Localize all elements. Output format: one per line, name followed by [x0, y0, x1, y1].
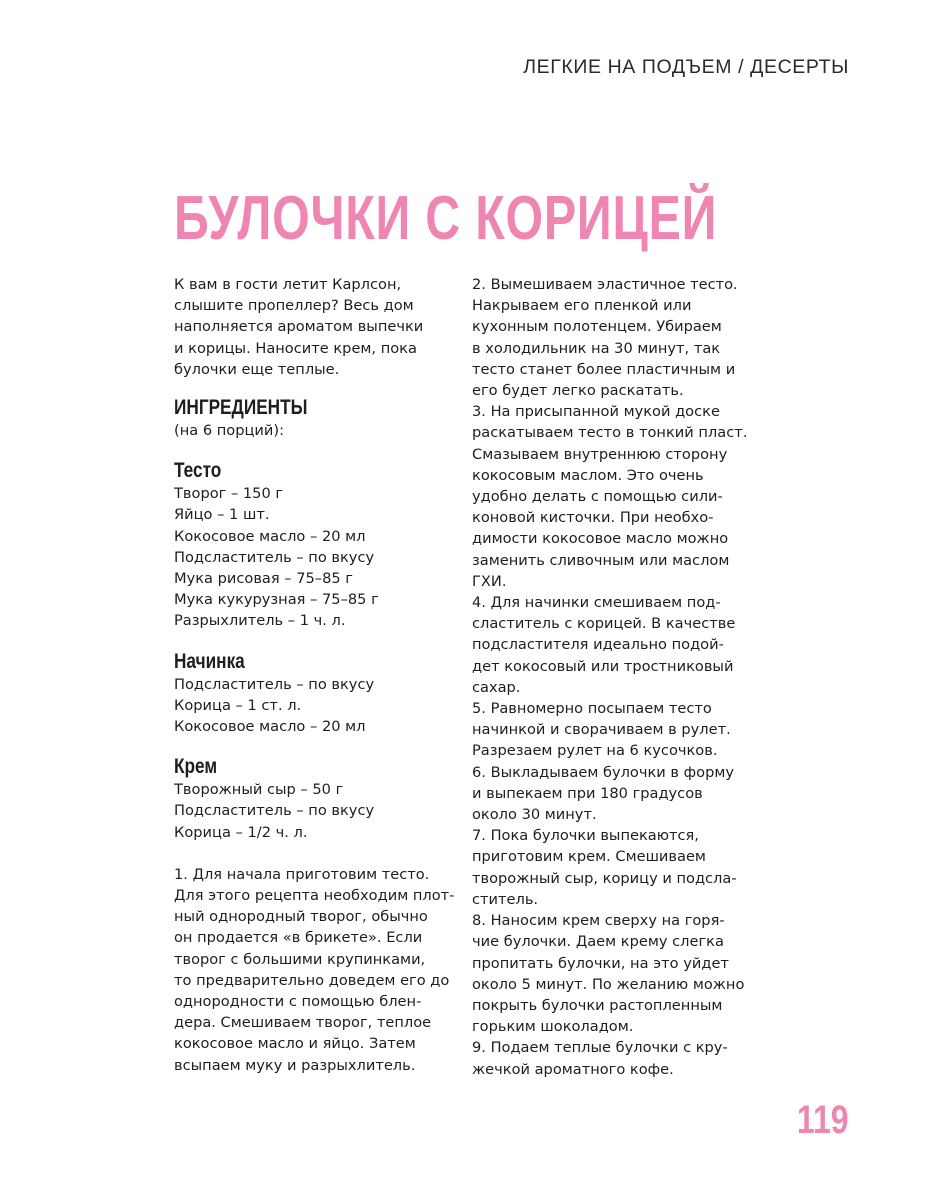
step-line: коновой кисточки. При необхо-	[472, 509, 714, 527]
ingredient-item: Мука рисовая – 75–85 г	[174, 570, 353, 588]
step-line: ститель.	[472, 890, 539, 908]
step-line: ГХИ.	[472, 572, 507, 590]
intro-paragraph	[174, 274, 464, 380]
step-line: дера. Смешиваем творог, теплое	[174, 1014, 432, 1032]
step-line: сластитель с корицей. В качестве	[472, 615, 736, 633]
step-line: жечкой ароматного кофе.	[472, 1060, 674, 1078]
step-line: 8. Наносим крем сверху на горя-	[472, 912, 725, 930]
step-line: кухонным полотенцем. Убираем	[472, 318, 722, 336]
steps-left	[174, 864, 464, 1076]
page-number: 119	[797, 1098, 849, 1142]
step-line: подсластителя идеально подой-	[472, 636, 724, 654]
ingredient-item: Корица – 1/2 ч. л.	[174, 823, 308, 841]
step-line: 1. Для начала приготовим тесто.	[174, 865, 430, 883]
ingredient-item: Кокосовое масло – 20 мл	[174, 527, 366, 545]
step-line: Смазываем внутреннюю сторону	[472, 445, 728, 463]
step-line: димости кокосовое масло можно	[472, 530, 729, 548]
step-line: раскатываем тесто в тонкий пласт.	[472, 424, 748, 442]
step-line: кокосовое масло и яйцо. Затем	[174, 1035, 416, 1053]
step-line: 7. Пока булочки выпекаются,	[472, 827, 699, 845]
step-line: его будет легко раскатать.	[472, 382, 684, 400]
step-line: Разрезаем рулет на 6 кусочков.	[472, 742, 718, 760]
step-line: всыпаем муку и разрыхлитель.	[174, 1056, 416, 1074]
step-line: Для этого рецепта необходим плот-	[174, 887, 455, 905]
step-line: покрыть булочки растопленным	[472, 996, 723, 1014]
step-line: удобно делать с помощью сили-	[472, 488, 723, 506]
step-line: 3. На присыпанной мукой доске	[472, 403, 720, 421]
section-dough	[174, 459, 464, 631]
running-head: ЛЕГКИЕ НА ПОДЪЕМ / ДЕСЕРТЫ	[523, 56, 849, 78]
step-line: и выпекаем при 180 градусов	[472, 784, 703, 802]
left-column	[174, 274, 464, 1076]
step-line: кокосовым маслом. Это очень	[472, 466, 704, 484]
intro-line: К вам в гости летит Карлсон,	[174, 276, 402, 293]
step-line: пропитать булочки, на это уйдет	[472, 954, 729, 972]
intro-line: слышите пропеллер? Весь дом	[174, 297, 414, 315]
step-line: 6. Выкладываем булочки в форму	[472, 763, 734, 781]
ingredient-item: Кокосовое масло – 20 мл	[174, 718, 366, 736]
step-line: творог с большими крупинками,	[174, 950, 426, 968]
step-line: дет кокосовый или тростниковый	[472, 657, 734, 675]
step-line: в холодильник на 30 минут, так	[472, 339, 721, 357]
step-line: он продается «в брикете». Если	[174, 929, 423, 947]
ingredient-item: Корица – 1 ст. л.	[174, 696, 302, 714]
step-line: чие булочки. Даем крему слегка	[472, 933, 724, 951]
step-line: 9. Подаем теплые булочки с кру-	[472, 1039, 728, 1057]
intro-line: и корицы. Наносите крем, пока	[174, 339, 417, 357]
ingredient-item: Творог – 150 г	[174, 485, 284, 503]
section-filling	[174, 650, 464, 738]
intro-line: булочки еще теплые.	[174, 360, 340, 378]
servings: (на 6 порций):	[174, 422, 284, 440]
step-line: 2. Вымешиваем эластичное тесто.	[472, 276, 738, 293]
section-heading: Тесто	[174, 459, 222, 483]
step-line: однородности с помощью блен-	[174, 993, 422, 1011]
ingredient-item: Подсластитель – по вкусу	[174, 548, 375, 566]
section-heading: Крем	[174, 755, 218, 779]
step-line: 5. Равномерно посыпаем тесто	[472, 700, 712, 718]
section-cream	[174, 755, 464, 843]
step-line: тесто станет более пластичным и	[472, 360, 736, 378]
step-line: горьким шоколадом.	[472, 1018, 634, 1036]
section-heading: Начинка	[174, 649, 245, 673]
ingredient-item: Разрыхлитель – 1 ч. л.	[174, 612, 346, 630]
intro-line: наполняется ароматом выпечки	[174, 318, 424, 336]
step-line: ный однородный творог, обычно	[174, 908, 428, 926]
recipe-title: БУЛОЧКИ С КОРИЦЕЙ	[174, 184, 718, 253]
ingredient-item: Мука кукурузная – 75–85 г	[174, 591, 379, 609]
ingredients-heading: ИНГРЕДИЕНТЫ	[174, 396, 308, 420]
step-line: Накрываем его пленкой или	[472, 297, 692, 315]
step-line: начинкой и сворачиваем в рулет.	[472, 721, 731, 739]
step-line: творожный сыр, корицу и подсла-	[472, 869, 737, 887]
right-column	[472, 274, 762, 1080]
step-line: то предварительно доведем его до	[174, 971, 450, 989]
ingredient-item: Подсластитель – по вкусу	[174, 802, 375, 820]
ingredient-item: Творожный сыр – 50 г	[174, 781, 344, 799]
step-line: 4. Для начинки смешиваем под-	[472, 594, 721, 612]
step-line: приготовим крем. Смешиваем	[472, 848, 706, 866]
step-line: сахар.	[472, 678, 521, 696]
ingredient-item: Яйцо – 1 шт.	[174, 506, 270, 524]
step-line: около 5 минут. По желанию можно	[472, 975, 745, 993]
step-line: около 30 минут.	[472, 806, 597, 824]
ingredient-item: Подсластитель – по вкусу	[174, 675, 375, 693]
step-line: заменить сливочным или маслом	[472, 551, 730, 569]
